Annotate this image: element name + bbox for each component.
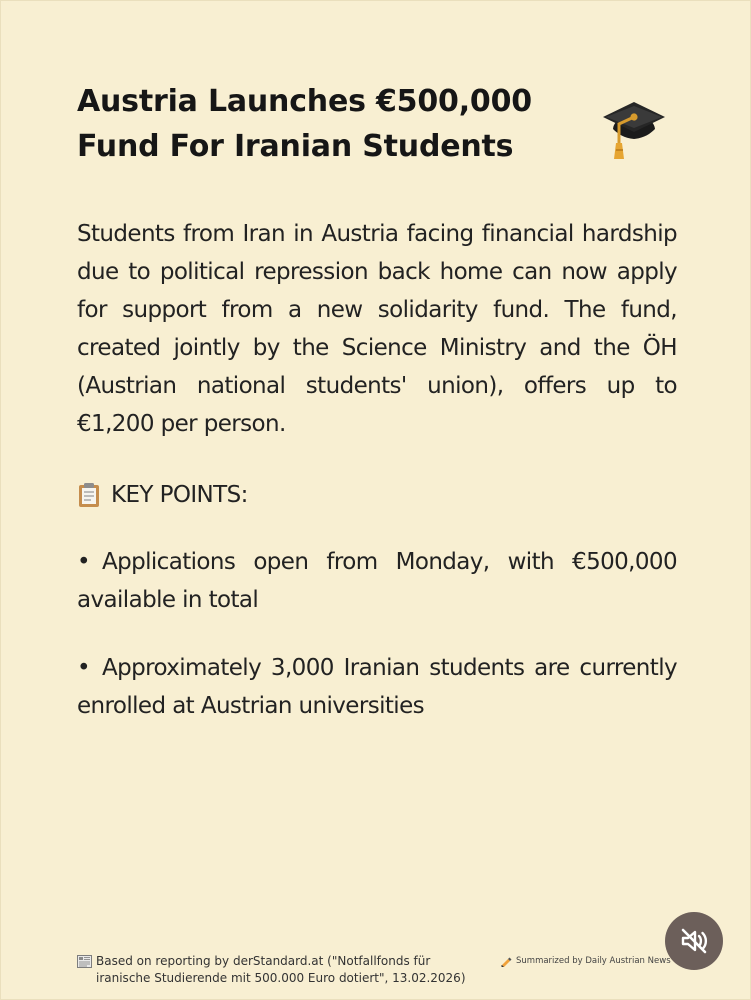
- source-credit: [77, 953, 487, 987]
- title-line-2: Fund For Iranian Students: [77, 129, 514, 164]
- source-text: Based on reporting by derStandard.at ("Notfallfonds für iranische Studierende mit 500.000 Euro dotiert", 13.02.2026): [96, 954, 466, 985]
- article-summary: Students from Iran in Austria facing financial hardship due to political repression back home can now apply for support from a new solidarity fund. The fund, created jointly by the Science Ministry and the ÖH (Austrian national students' union), offers up to €1,200 per person.: [77, 221, 677, 437]
- key-point: [77, 649, 677, 725]
- key-point: [77, 543, 677, 619]
- key-point-text: Approximately 3,000 Iranian students are currently enrolled at Austrian universities: [77, 655, 677, 719]
- mute-button[interactable]: [665, 912, 723, 970]
- summary-text: Summarized by Daily Austrian News: [516, 956, 671, 966]
- graduation-cap-icon: [599, 97, 669, 167]
- newspaper-icon: [77, 955, 92, 968]
- summary-credit: [500, 954, 671, 968]
- key-points-heading: [77, 476, 248, 514]
- muted-speaker-icon: [679, 926, 709, 956]
- writing-hand-icon: [500, 955, 512, 967]
- bullet: •: [77, 549, 90, 575]
- post-title: [77, 79, 597, 169]
- title-line-1: Austria Launches €500,000: [77, 84, 532, 119]
- key-points-label: KEY POINTS:: [111, 482, 248, 508]
- bullet: •: [77, 655, 90, 681]
- clipboard-icon: [77, 482, 101, 508]
- key-point-text: Applications open from Monday, with €500,000 available in total: [77, 549, 677, 613]
